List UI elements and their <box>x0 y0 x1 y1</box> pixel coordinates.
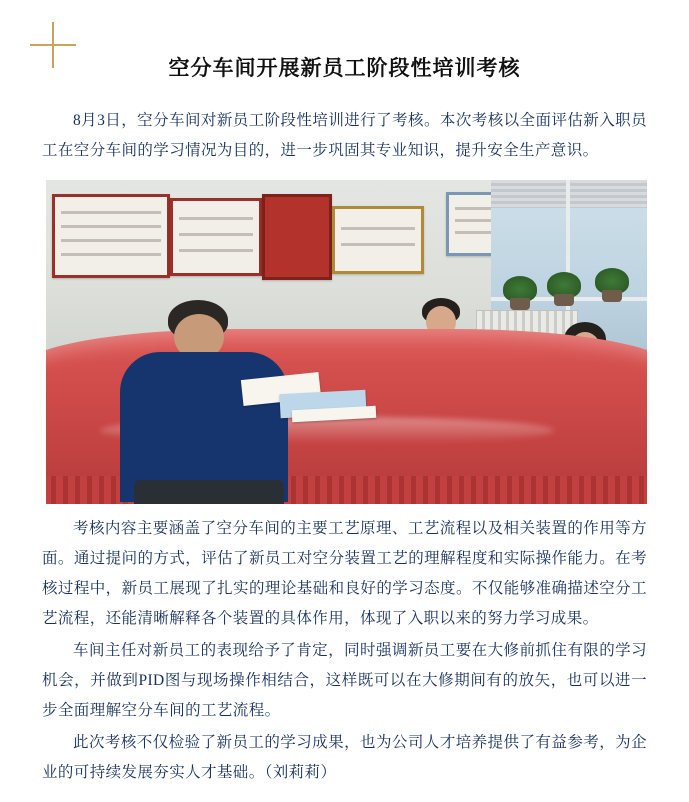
photo-bulletin-board-mid <box>170 198 262 276</box>
article-figure <box>42 180 647 504</box>
paragraph-3: 车间主任对新员工的表现给予了肯定，同时强调新员工要在大修前抓住有限的学习机会，并做到PID图与现场操作相结合，这样既可以在大修期间有的放矢，也可以进一步全面理解空分车间的工艺流程。 <box>42 642 647 719</box>
page-title: 空分车间开展新员工阶段性培训考核 <box>168 57 521 80</box>
photo-chair <box>134 480 284 504</box>
photo-plant-pot-1 <box>602 290 622 302</box>
photo-plant-pot-3 <box>510 298 530 310</box>
corner-cross-icon <box>30 22 76 68</box>
photo-bulletin-board-left <box>52 194 170 278</box>
paragraph-2: 考核内容主要涵盖了空分车间的主要工艺原理、工艺流程以及相关装置的作用等方面。通过提问的方式，评估了新员工对空分装置工艺的理解程度和实际操作能力。在考核过程中，新员工展现了扎实的理论基础和良好的学习态度。不仅能够准确描述空分工艺流程，还能清晰解释各个装置的具体作用，体现了入职以来的努力学习成果。 <box>42 520 647 627</box>
photo-certificate <box>332 206 424 274</box>
photo-red-poster <box>262 194 332 280</box>
article-body <box>0 106 689 788</box>
paragraph-1: 8月3日，空分车间对新员工阶段性培训进行了考核。本次考核以全面评估新入职员工在空分车间的学习情况为目的，进一步巩固其专业知识，提升安全生产意识。 <box>42 112 647 159</box>
paragraph-4: 此次考核不仅检验了新员工的学习成果，也为公司人才培养提供了有益参考，为企业的可持续发展夯实人才基础。（刘莉莉） <box>42 734 647 781</box>
meeting-photo <box>46 180 647 504</box>
corner-cross-vertical <box>52 22 54 68</box>
photo-plant-pot-2 <box>554 294 574 306</box>
